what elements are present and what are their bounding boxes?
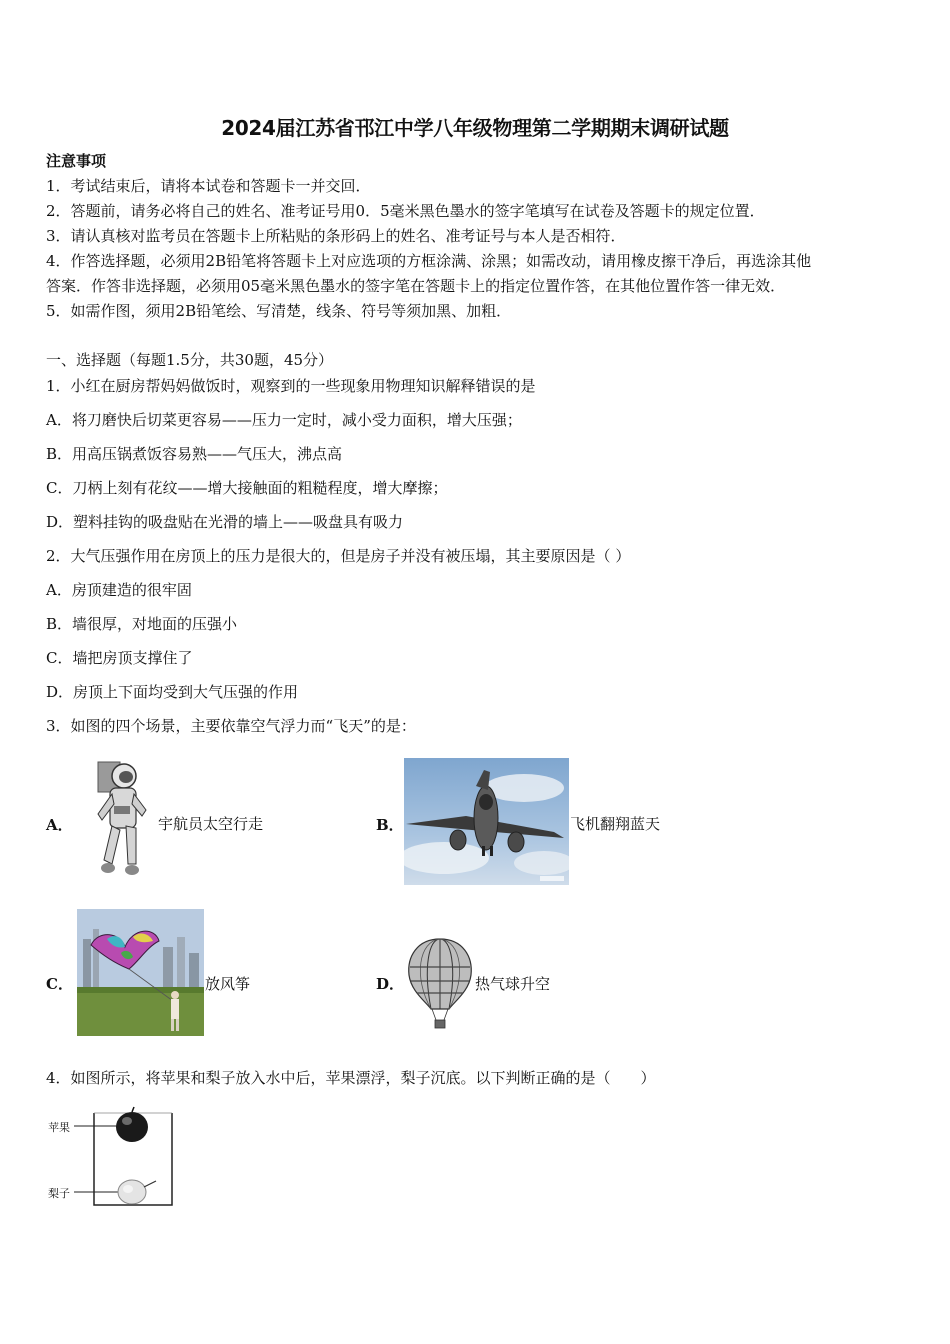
question-2-option-a: A．房顶建造的很牢固: [46, 581, 192, 599]
question-3-stem: 3．如图的四个场景，主要依靠空气浮力而“飞天”的是：: [46, 717, 416, 735]
apple-pear-beaker-diagram: [72, 1105, 182, 1210]
figure-label-pear: 梨子: [48, 1187, 70, 1200]
notice-item: 答案．作答非选择题，必须用05毫米黑色墨水的签字笔在答题卡上的指定位置作答，在其他位置作答一律无效．: [46, 277, 786, 295]
question-2-option-c: C．墙把房顶支撑住了: [46, 649, 193, 667]
q3-option-d-label: D．: [376, 975, 405, 993]
q3-option-c-label: C．: [46, 975, 73, 993]
question-1-option-b: B．用高压锅煮饭容易熟——气压大，沸点高: [46, 445, 343, 463]
notice-item: 2．答题前，请务必将自己的姓名、准考证号用0．5毫米黑色墨水的签字笔填写在试卷及答题卡的规定位置．: [46, 202, 765, 220]
question-1-option-a: A．将刀磨快后切菜更容易——压力一定时，减小受力面积，增大压强；: [46, 411, 522, 429]
notice-heading: 注意事项: [46, 152, 107, 170]
q3-option-b-label: B．: [376, 816, 404, 834]
question-1-option-c: C．刀柄上刻有花纹——增大接触面的粗糙程度，增大摩擦；: [46, 479, 448, 497]
question-2-option-d: D．房顶上下面均受到大气压强的作用: [46, 683, 299, 701]
question-1-option-d: D．塑料挂钩的吸盘贴在光滑的墙上——吸盘具有吸力: [46, 513, 404, 531]
notice-item: 1．考试结束后，请将本试卷和答题卡一并交回．: [46, 177, 371, 195]
q3-option-a-label: A．: [46, 816, 73, 834]
question-4-stem: 4．如图所示，将苹果和梨子放入水中后，苹果漂浮，梨子沉底。以下判断正确的是（ ）: [46, 1069, 656, 1087]
q3-option-c-caption: 放风筝: [205, 975, 251, 993]
figure-label-apple: 苹果: [48, 1121, 70, 1134]
question-2-option-b: B．墙很厚，对地面的压强小: [46, 615, 238, 633]
page-title: 2024届江苏省邗江中学八年级物理第二学期期末调研试题: [221, 116, 729, 140]
kite-image: [77, 909, 204, 1036]
q3-option-a-caption: 宇航员太空行走: [158, 815, 264, 833]
astronaut-image: [80, 756, 155, 881]
notice-item: 4．作答选择题，必须用2B铅笔将答题卡上对应选项的方框涂满、涂黑；如需改动，请用橡皮擦干净后，再选涂其他: [46, 252, 812, 270]
question-1-stem: 1．小红在厨房帮妈妈做饭时，观察到的一些现象用物理知识解释错误的是: [46, 377, 536, 395]
q3-option-b-caption: 飞机翻翔蓝天: [570, 815, 661, 833]
section-heading: 一、选择题（每题1.5分，共30题，45分）: [46, 351, 334, 369]
q3-option-d-caption: 热气球升空: [475, 975, 551, 993]
notice-item: 3．请认真核对监考员在答题卡上所粘贴的条形码上的姓名、准考证号与本人是否相符．: [46, 227, 626, 245]
hot-air-balloon-image: [405, 937, 475, 1032]
question-2-stem: 2．大气压强作用在房顶上的压力是很大的，但是房子并没有被压塌，其主要原因是（ ）: [46, 547, 631, 565]
airplane-image: [404, 758, 569, 885]
notice-item: 5．如需作图，须用2B铅笔绘、写清楚，线条、符号等须加黑、加粗．: [46, 302, 512, 320]
